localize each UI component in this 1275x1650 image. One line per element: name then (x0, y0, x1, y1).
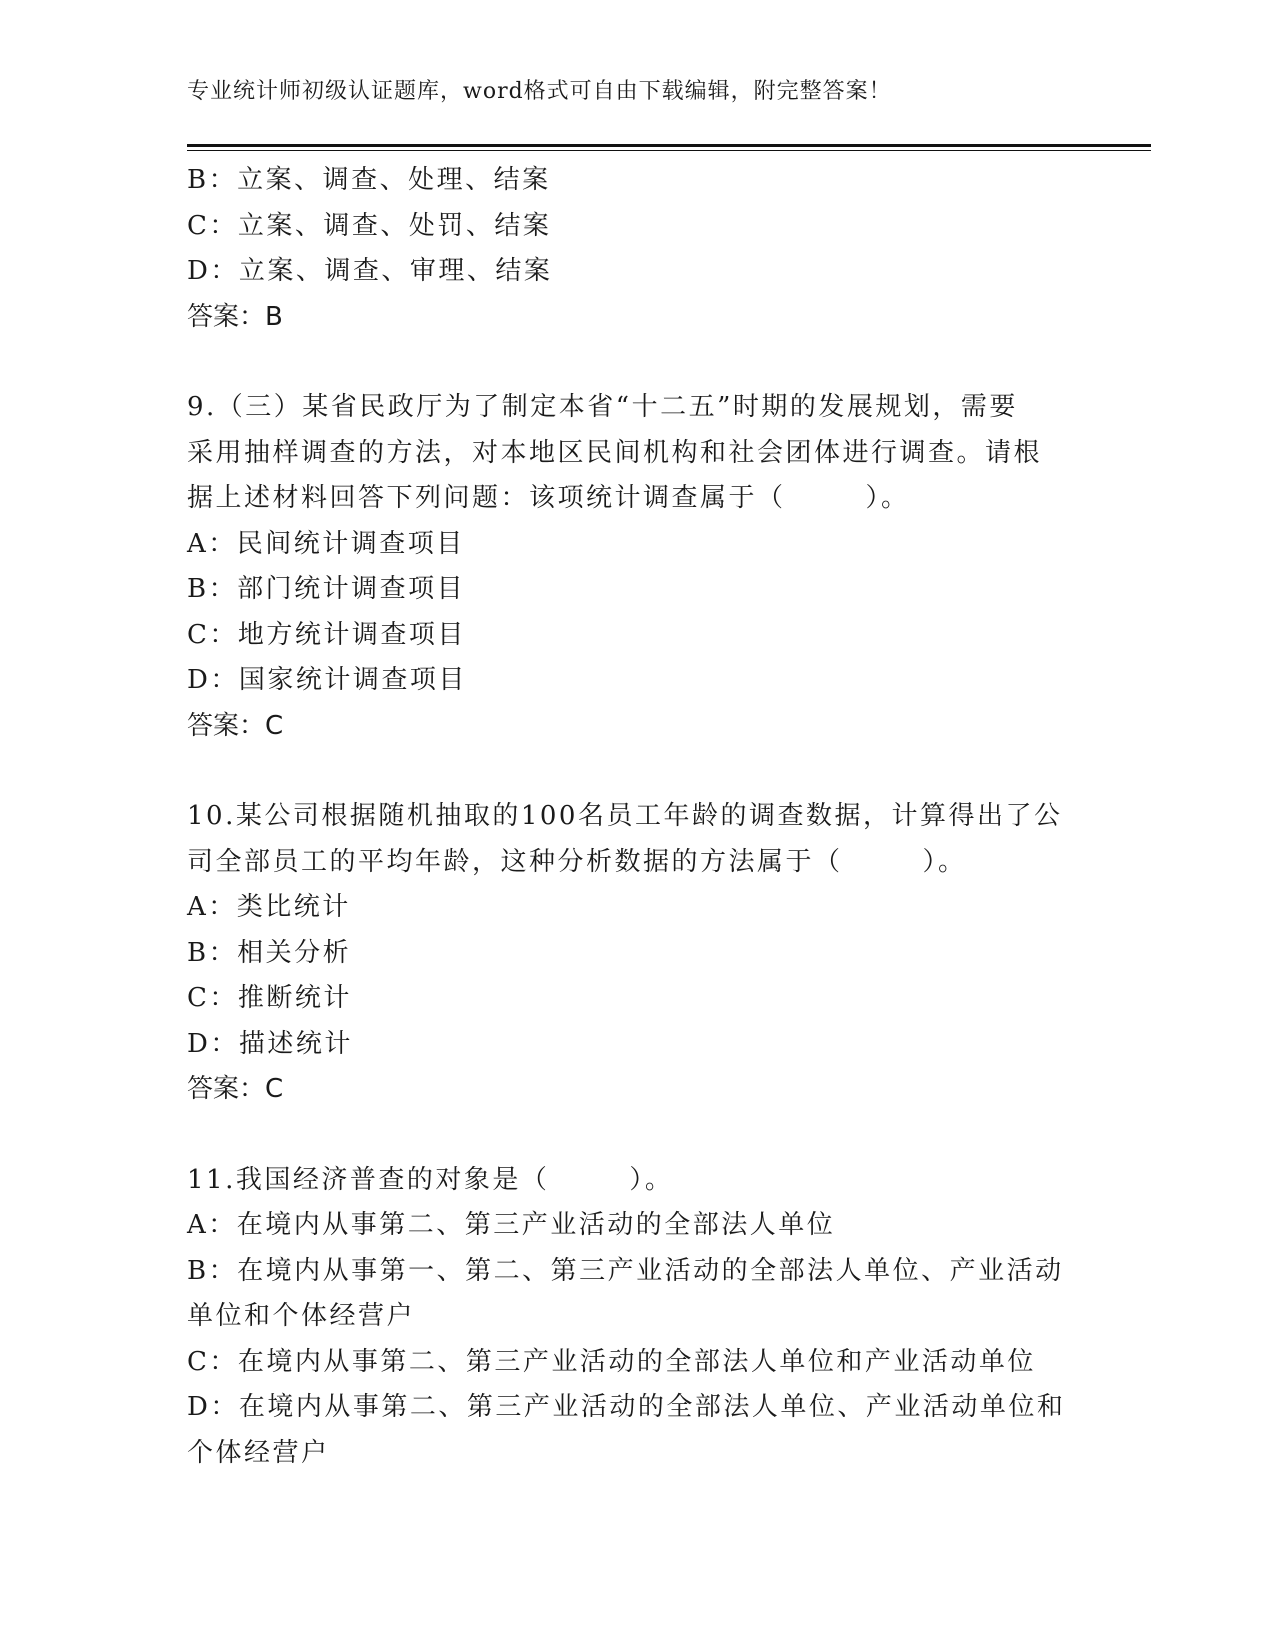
option-d: D：国家统计调查项目 (187, 665, 467, 695)
option-d: D：描述统计 (187, 1028, 353, 1059)
option-c: C：在境内从事第二、第三产业活动的全部法人单位和产业活动单位 (187, 1346, 1036, 1377)
question-8-tail (187, 158, 1087, 340)
question-stem (187, 1158, 1087, 1204)
option-b: B：部门统计调查项目 (187, 574, 466, 604)
question-content (187, 158, 1087, 1476)
question-stem: 采用抽样调查的方法，对本地区民间机构和社会团体进行调查。请根 (187, 437, 1043, 468)
option-b: B：在境内从事第一、第二、第三产业活动的全部法人单位、产业活动 (187, 1255, 1064, 1286)
stem-text: ）。 (865, 483, 910, 513)
question-10 (187, 794, 1087, 1113)
option-d-continued: 个体经营户 (187, 1437, 330, 1468)
answer-label: 答案：C (187, 710, 284, 741)
option-b: B：立案、调查、处理、结案 (187, 165, 551, 195)
question-stem: 9.（三）某省民政厅为了制定本省“十二五”时期的发展规划，需要 (187, 392, 1018, 422)
option-a: A：在境内从事第二、第三产业活动的全部法人单位 (187, 1210, 836, 1240)
option-a: A：类比统计 (187, 892, 351, 922)
option-b: B：相关分析 (187, 937, 352, 968)
answer-label: 答案：C (187, 1074, 284, 1104)
option-c: C：地方统计调查项目 (187, 619, 466, 650)
question-stem (187, 476, 1087, 522)
option-d: D：在境内从事第二、第三产业活动的全部法人单位、产业活动单位和 (187, 1392, 1066, 1422)
question-stem: 10.某公司根据随机抽取的100名员工年龄的调查数据，计算得出了公 (187, 801, 1063, 831)
question-9 (187, 385, 1087, 749)
stem-text: ）。 (922, 846, 967, 877)
stem-text: ）。 (629, 1164, 674, 1195)
header-rule-thin (187, 150, 1151, 151)
option-b-continued: 单位和个体经营户 (187, 1301, 416, 1331)
option-c: C：推断统计 (187, 983, 352, 1013)
option-d: D：立案、调查、审理、结案 (187, 256, 553, 286)
question-11 (187, 1158, 1087, 1477)
option-c: C：立案、调查、处罚、结案 (187, 210, 552, 241)
header-rule-thick (187, 144, 1151, 147)
answer-label: 答案：B (187, 301, 283, 332)
page-header: 专业统计师初级认证题库，word格式可自由下载编辑，附完整答案！ (187, 79, 892, 104)
question-stem (187, 840, 1087, 886)
option-a: A：民间统计调查项目 (187, 528, 465, 559)
stem-text: 11.我国经济普查的对象是（ (187, 1164, 550, 1195)
stem-text: 司全部员工的平均年龄，这种分析数据的方法属于（ (187, 846, 843, 877)
stem-text: 据上述材料回答下列问题：该项统计调查属于（ (187, 483, 786, 513)
